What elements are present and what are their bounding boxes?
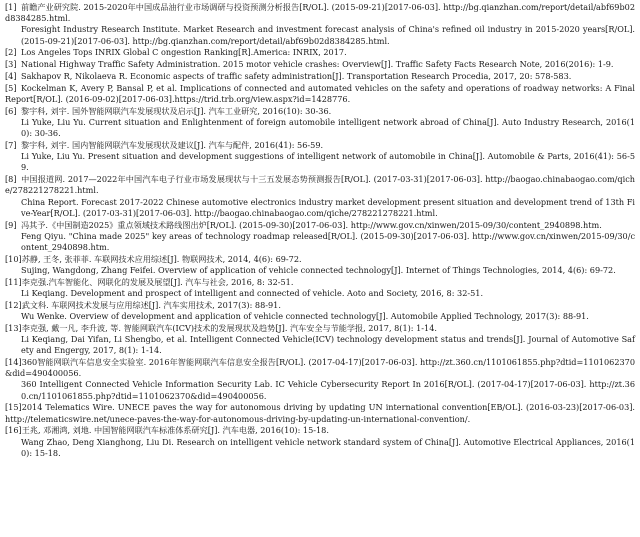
reference-item xyxy=(5,402,635,424)
reference-number: [5] xyxy=(5,82,17,93)
reference-item xyxy=(5,2,635,47)
reference-item xyxy=(5,220,635,254)
reference-number: [13] xyxy=(5,322,22,333)
reference-number: [16] xyxy=(5,425,22,436)
reference-item xyxy=(5,83,635,105)
reference-item xyxy=(5,300,635,322)
reference-number: [2] xyxy=(5,47,17,58)
reference-text: 360智能网联汽车信息安全实验室. 2016年智能网联汽车信息安全报告[R/OL]. (2017-04-17)[2017-06-03]. http://zt.360.cn/1101061855.php?dtid=1101062370&did=490400056. xyxy=(5,357,635,379)
reference-number: [9] xyxy=(5,219,17,230)
reference-text: Sakhapov R, Nikolaeva R. Economic aspects of traffic safety administration[J]. Transportation Research Procedia, 2017, 20: 578-583. xyxy=(21,71,572,81)
reference-item xyxy=(5,174,635,219)
reference-translation: Li Keqiang, Dai Yifan, Li Shengbo, et al. Intelligent Connected Vehicle(ICV) technology development status and trends[J]. Journal of Automotive Safety and Engergy, 2017, 8(1): 1-14. xyxy=(21,334,635,356)
reference-translation: Li Keqiang. Development and prospect of intelligent and connected of vehicle. Aoto and Society, 2016, 8: 32-51. xyxy=(21,288,484,299)
reference-item xyxy=(5,277,635,299)
reference-number: [12] xyxy=(5,299,22,310)
reference-number: [11] xyxy=(5,276,22,287)
reference-item xyxy=(5,71,635,82)
reference-translation: Foresight Industry Research Institute. Market Research and investment forecast analysis of China's refined oil industry in 2015-2020 years[R/OL]. (2015-09-21)[2017-06-03]. http://bg.qianzhan.com/report/detail/abf69b02d8384285.html. xyxy=(21,24,635,46)
reference-item xyxy=(5,323,635,357)
reference-translation: Li Yuke, Liu Yu. Present situation and development suggestions of intelligent network of automobile in China[J]. Automobile & Parts, 2016(41): 56-59. xyxy=(21,151,635,173)
reference-text: Kockelman K, Avery P, Bansal P, et al. Implications of connected and automated vehicles on the safety and operations of roadway networks: A Final Report[R/OL]. (2016-09-02)[2017-06-03].https://trid.trb.org/view.aspx?id=1428776. xyxy=(5,82,635,104)
reference-item xyxy=(5,140,635,174)
reference-number: [10] xyxy=(5,253,22,264)
reference-text: 李克强.汽车智能化、网联化的发展及展望[J]. 汽车与社会, 2016, 8: 32-51. xyxy=(21,276,294,287)
reference-number: [15] xyxy=(5,402,22,413)
reference-text: 冯其予.《中国制造2025》重点领域技术路线图出炉[R/OL]. (2015-09-30)[2017-06-03]. http://www.gov.cn/xinwen/2015-09/30/content_2940898.htm. xyxy=(21,219,602,230)
reference-number: [14] xyxy=(5,357,22,368)
reference-text: 黎宇科, 刘宇. 国内智能网联汽车发展现状及建议[J]. 汽车与配件, 2016(41): 56-59. xyxy=(21,140,324,150)
reference-number: [7] xyxy=(5,140,17,150)
reference-item xyxy=(5,425,635,459)
reference-translation: China Report. Forecast 2017-2022 Chinese automotive electronics industry market development present situation and development trend of 13th Five-Year[R/OL]. (2017-03-31)[2017-06-03]. http://baogao.chinabaogao.com/qiche/278221278221.html. xyxy=(21,196,635,218)
reference-translation: Li Yuke, Liu Yu. Current situation and Enlightenment of foreign automobile intelligent network abroad of China[J]. Auto Industry Research, 2016(10): 30-36. xyxy=(21,117,635,139)
reference-translation: Feng Qiyu. "China made 2025" key areas of technology roadmap released[R/OL]. (2015-09-30)[2017-06-03]. http://www.gov.cn/xinwen/2015-09/30/content_2940898.htm. xyxy=(21,230,635,253)
reference-translation: Wu Wenke. Overview of development and application of vehicle connected technology[J]. Automobile Applied Technology, 2017(3): 88-91. xyxy=(21,311,589,322)
reference-number: [6] xyxy=(5,105,17,116)
reference-text: 武文科. 车联网技术发展与应用综述[J]. 汽车实用技术, 2017(3): 88-91. xyxy=(21,299,281,310)
reference-item xyxy=(5,357,635,402)
reference-number: [8] xyxy=(5,174,17,185)
reference-item xyxy=(5,106,635,140)
reference-text: National Highway Traffic Safety Administration. 2015 motor vehicle crashes: Overview[J]. Traffic Safety Facts Research Note, 2016(2016): 1-9. xyxy=(21,59,614,70)
reference-text: 王兆, 邓湘鸿, 刘地. 中国智能网联汽车标准体系研究[J]. 汽车电器, 2016(10): 15-18. xyxy=(21,425,329,436)
reference-number: [3] xyxy=(5,59,17,70)
reference-item xyxy=(5,59,635,70)
reference-translation: 360 Intelligent Connected Vehicle Information Security Lab. IC Vehicle Cybersecurity Report In 2016[R/OL]. (2017-04-17)[2017-06-03]. http://zt.360.cn/1101061855.php?dtid=1101062370&did=490400056. xyxy=(21,379,635,401)
reference-item xyxy=(5,254,635,276)
reference-text: 李克强, 戴一凡, 李升波, 等. 智能网联汽车(ICV)技术的发展现状及趋势[J]. 汽车安全与节能学报, 2017, 8(1): 1-14. xyxy=(21,322,437,333)
reference-text: Los Angeles Tops INRIX Global C ongestion Ranking[R].America: INRIX, 2017. xyxy=(21,47,347,58)
reference-item xyxy=(5,47,635,58)
reference-translation: Wang Zhao, Deng Xianghong, Liu Di. Research on intelligent vehicle network standard system of China[J]. Automotive Electrical Appliances, 2016(10): 15-18. xyxy=(21,436,635,458)
reference-translation: Sujing, Wangdong, Zhang Feifei. Overview of application of vehicle connected technology[J]. Internet of Things Technologies, 2014, 4(6): 69-72. xyxy=(21,265,616,276)
reference-text: 黎宇科, 刘宇. 国外智能网联汽车发展现状及启示[J]. 汽车工业研究, 2016(10): 30-36. xyxy=(21,105,332,116)
reference-text: 中国报道网. 2017—2022年中国汽车电子行业市场发展现状与十三五发展态势预测报告[R/OL]. (2017-03-31)[2017-06-03]. http://baogao.chinabaogao.com/qiche/278221278221.html. xyxy=(5,174,635,196)
reference-text: 前瞻产业研究院. 2015-2020年中国成品油行业市场调研与投资预测分析报告[R/OL]. (2015-09-21)[2017-06-03]. http://bg.qianzhan.com/report/detail/abf69b02d8384285.html. xyxy=(5,2,635,24)
reference-text: 2014 Telematics Wire. UNECE paves the way for autonomous driving by updating UN international convention[EB/OL]. (2016-03-23)[2017-06-03]. http://telematicswire.net/unece-paves-the-way-for-autonomous-driving-by-updating-un-international-convention/. xyxy=(5,402,635,424)
reference-text: 苏静, 王冬, 张菲菲. 车联网技术应用综述[J]. 物联网技术, 2014, 4(6): 69-72. xyxy=(21,253,302,264)
reference-number: [1] xyxy=(5,2,17,12)
reference-number: [4] xyxy=(5,71,17,81)
